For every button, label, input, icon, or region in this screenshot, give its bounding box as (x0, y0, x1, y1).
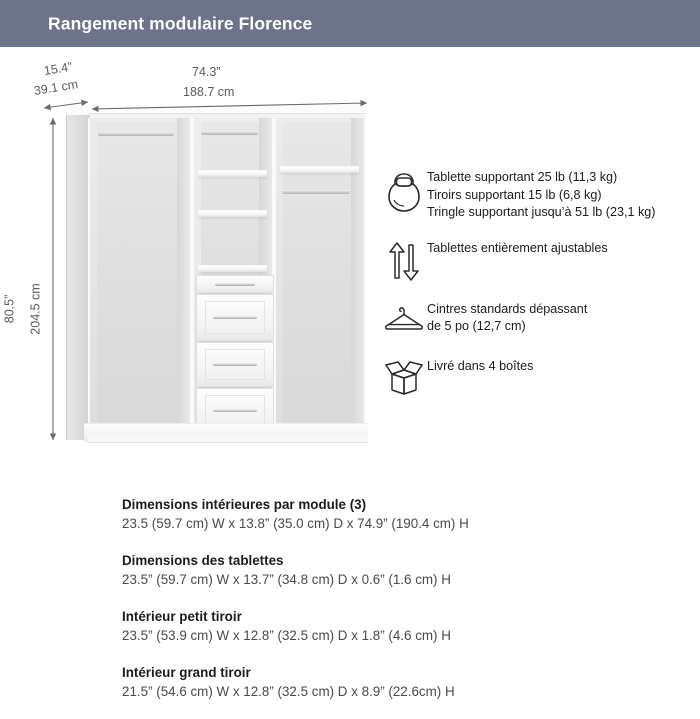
hanging-rod-left (98, 132, 174, 136)
spec-item-small-drawer (122, 607, 592, 646)
drawer-small (196, 275, 274, 293)
spec-title-shelves: Dimensions des tablettes (122, 553, 284, 568)
cabinet-body (88, 118, 366, 428)
feature-line-adjustable-shelves: Tablettes entièrement ajustables (427, 240, 608, 255)
feature-line-boxes: Livré dans 4 boîtes (427, 358, 534, 373)
cabinet-left-side-panel (66, 115, 90, 440)
shelf-center-2 (198, 210, 267, 217)
shelf-right-1 (280, 166, 359, 173)
depth-label-cm: 39.1 cm (32, 77, 80, 98)
spec-title-module-interior: Dimensions intérieures par module (3) (122, 497, 367, 512)
spec-title-large-drawer: Intérieur grand tiroir (122, 665, 251, 680)
spec-title-small-drawer: Intérieur petit tiroir (122, 609, 242, 624)
hanging-rod-center (201, 131, 258, 135)
spec-value-module-interior: 23.5 (59.7 cm) W x 13.8” (35.0 cm) D x 74.9” (190.4 cm) H (122, 516, 469, 531)
page-header (0, 0, 700, 47)
feature-line-shelf-capacity: Tablette supportant 25 lb (11,3 kg) (427, 170, 618, 184)
drawer-handle-small (215, 283, 255, 286)
feature-item-weight-capacity (381, 168, 693, 222)
shelf-center-3 (198, 265, 267, 272)
spec-item-module-interior (122, 495, 592, 534)
drawer-large-2 (196, 342, 274, 387)
drawer-large-1 (196, 294, 274, 341)
width-label-cm: 188.7 cm (183, 85, 235, 99)
spec-item-large-drawer (122, 663, 592, 702)
hanging-rod-right (282, 190, 350, 194)
feature-line-hanger-1: Cintres standards dépassant (427, 301, 588, 316)
feature-item-adjustable-shelves (381, 239, 693, 281)
module-left (88, 118, 192, 428)
spec-value-large-drawer: 21.5” (54.6 cm) W x 12.8” (32.5 cm) D x 8.9” (22.6cm) H (122, 684, 455, 699)
width-label-inches: 74.3” (192, 65, 221, 79)
feature-item-boxes (381, 357, 693, 397)
cabinet-base-front (88, 435, 368, 443)
spec-value-small-drawer: 23.5” (53.9 cm) W x 12.8” (32.5 cm) D x 1.8” (4.6 cm) H (122, 628, 451, 643)
module-left-side-shadow (177, 118, 190, 428)
module-left-back (97, 122, 177, 422)
page-title: Rangement modulaire Florence (48, 13, 313, 33)
height-label-inches: 80.5” (2, 294, 17, 324)
kettlebell-icon (381, 168, 427, 214)
shelf-center-1 (198, 170, 267, 177)
height-label-cm: 204.5 cm (28, 283, 43, 335)
up-down-arrows-icon (381, 239, 427, 281)
module-right (274, 118, 366, 428)
feature-text-boxes (427, 357, 533, 376)
spec-value-shelves: 23.5” (59.7 cm) W x 13.7” (34.8 cm) D x 0.6” (1.6 cm) H (122, 572, 451, 587)
drawer-handle-2 (213, 363, 257, 366)
feature-line-rod-capacity: Tringle supportant jusqu’à 51 lb (23,1 kg) (427, 205, 656, 219)
module-right-side-shadow (351, 118, 364, 428)
module-center (192, 118, 274, 428)
open-box-icon (381, 357, 427, 397)
spec-item-shelves (122, 551, 592, 590)
feature-list (381, 168, 693, 414)
feature-line-drawer-capacity: Tiroirs supportant 15 lb (6,8 kg) (427, 187, 602, 202)
depth-label-inches: 15.4” (42, 59, 74, 78)
feature-item-hanger-clearance (381, 300, 693, 336)
drawer-handle-3 (213, 409, 257, 412)
drawer-handle-1 (213, 316, 257, 319)
feature-text-weight-capacity (427, 168, 655, 222)
specifications-list (122, 495, 592, 719)
wardrobe-drawing (66, 105, 366, 445)
hanger-icon (381, 300, 427, 332)
feature-text-adjustable-shelves (427, 239, 608, 258)
feature-line-hanger-2: de 5 po (12,7 cm) (427, 319, 526, 333)
feature-text-hanger-clearance (427, 300, 587, 336)
